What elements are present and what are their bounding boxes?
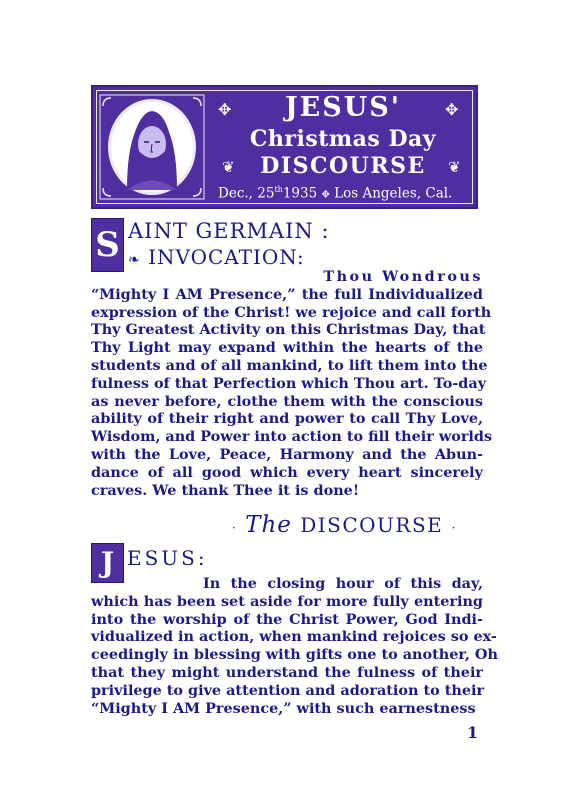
scroll-ornament-right: ❦: [448, 158, 461, 176]
discourse-heading-the: The: [245, 512, 292, 538]
invocation-line: Wisdom, and Power into action to fill their worlds: [91, 428, 493, 446]
invocation-line: ability of their right and power to call Thy Love,: [91, 410, 483, 428]
fleuron-ornament-left: ✥: [218, 100, 232, 119]
heading-dot-right: ·: [451, 521, 457, 535]
saint-germain-heading: AINT GERMAIN :: [128, 219, 330, 243]
discourse-heading-word: DISCOURSE: [300, 513, 444, 537]
discourse-line: In the closing hour of this day,: [203, 575, 483, 592]
dropcap-s: S: [91, 218, 124, 272]
invocation-heading-label: INVOCATION:: [148, 245, 305, 269]
location: Los Angeles, Cal.: [334, 185, 453, 202]
invocation-heading: [128, 245, 305, 269]
discourse-line: vidualized in action, when mankind rejoices so ex-: [91, 628, 497, 646]
scroll-flourish-icon: ❧: [128, 252, 141, 268]
discourse-line: ceedingly in blessing with gifts one to another, Oh: [91, 646, 498, 664]
invocation-line: expression of the Christ! we rejoice and call forth: [91, 303, 492, 321]
invocation-line: students and of all mankind, to lift them into the: [91, 356, 488, 374]
date-suffix: th: [274, 185, 283, 194]
discourse-line: into the worship of the Christ Power, God Indi-: [91, 610, 483, 628]
invocation-line: “Mighty I AM Presence,” the full Individualized: [91, 285, 483, 303]
discourse-line: which has been set aside for more fully entering: [91, 592, 483, 610]
invocation-line: craves. We thank Thee it is done!: [91, 481, 360, 499]
heading-dot-left: ·: [232, 521, 237, 535]
dateline: [218, 185, 472, 202]
fleuron-ornament-right: ✥: [445, 100, 459, 119]
date-year: 1935: [282, 185, 318, 202]
invocation-line: with the Love, Peace, Harmony and the Abun-: [91, 445, 483, 463]
scroll-ornament-left: ❦: [222, 158, 235, 176]
invocation-line: fulness of that Perfection which Thou art. To-day: [91, 374, 487, 392]
title-christmas-day: Christmas Day: [249, 126, 437, 152]
invocation-line: as never before, clothe them with the conscious: [91, 392, 483, 410]
dropcap-j: J: [91, 543, 124, 583]
invocation-line: Thy Light may expand within the hearts of the: [91, 339, 483, 357]
page-number: 1: [467, 723, 479, 742]
invocation-text: [91, 268, 493, 499]
title-jesus: JESUS': [284, 92, 402, 123]
invocation-line: Thy Greatest Activity on this Christmas Day, that: [91, 321, 486, 339]
jesus-portrait: [97, 92, 207, 202]
title-discourse: DISCOURSE: [260, 153, 426, 179]
discourse-line: “Mighty I AM Presence,” with such earnestness: [91, 699, 476, 717]
date-prefix: Dec., 25: [218, 185, 275, 202]
invocation-line: Thou Wondrous: [323, 268, 483, 285]
speaker-jesus: ESUS:: [127, 546, 208, 570]
discourse-text: [91, 575, 498, 717]
dateline-separator-icon: ✥: [321, 189, 330, 201]
invocation-line: dance of all good which every heart sincerely: [91, 463, 483, 481]
discourse-line: privilege to give attention and adoration to their: [91, 681, 485, 699]
discourse-heading: [232, 512, 456, 538]
discourse-line: that they might understand the fulness of their: [91, 663, 483, 681]
